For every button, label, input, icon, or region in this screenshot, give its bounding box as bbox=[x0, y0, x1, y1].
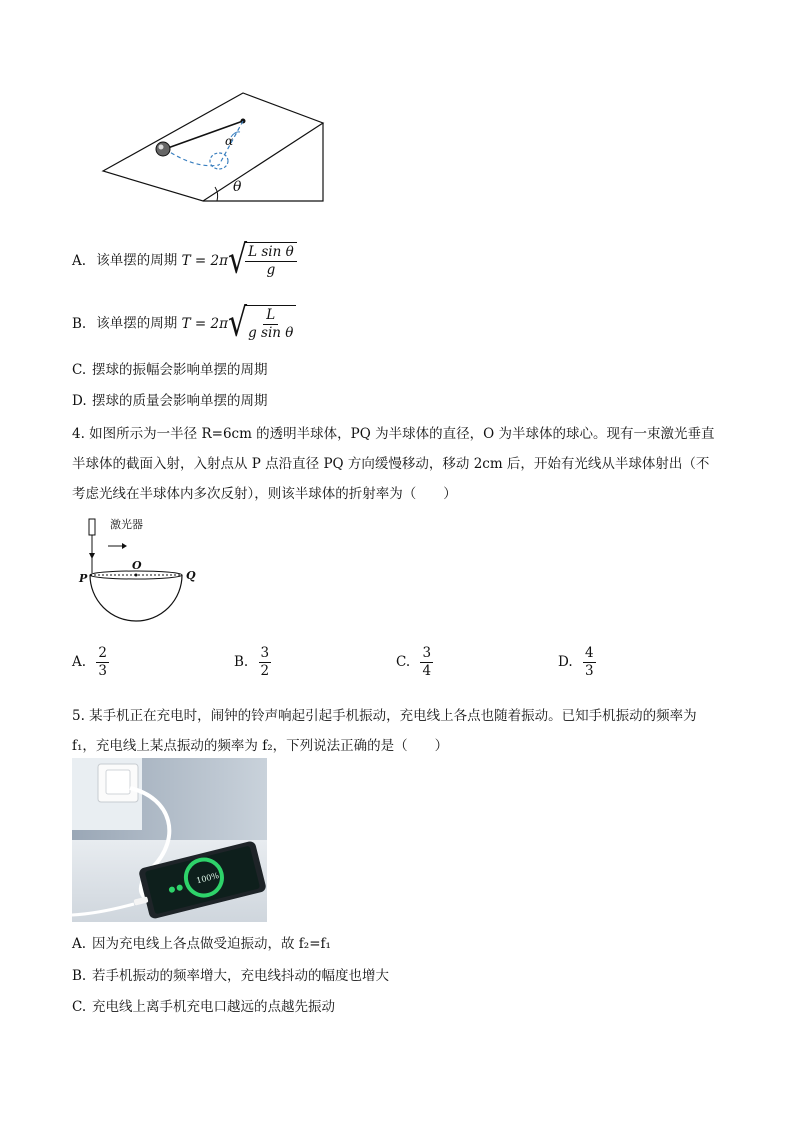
laser-label: 激光器 bbox=[110, 518, 143, 531]
q4-option-a[interactable] bbox=[72, 645, 109, 680]
q5-option-a[interactable] bbox=[72, 932, 331, 952]
phone-battery-text: 100% bbox=[195, 871, 220, 886]
option-label: B. bbox=[72, 968, 87, 984]
option-label: D. bbox=[558, 654, 573, 670]
period-formula: T = 2π √ L g sin θ bbox=[182, 305, 297, 342]
option-label: A. bbox=[72, 654, 87, 670]
alpha-label: α bbox=[225, 134, 234, 148]
q5-option-c[interactable] bbox=[72, 995, 335, 1015]
option-fraction: $\frac{3}{2}$ bbox=[260, 645, 270, 679]
q5-stem-line2: f₁，充电线上某点振动的频率为 f₂，下列说法正确的是（ ） bbox=[72, 738, 449, 754]
option-text: 该单摆的周期 bbox=[96, 315, 178, 332]
q4-option-b[interactable] bbox=[234, 645, 271, 680]
q4-option-d[interactable] bbox=[558, 645, 596, 680]
option-label: B. bbox=[72, 315, 87, 332]
option-fraction: $\frac{4}{3}$ bbox=[584, 645, 594, 679]
label-p: P bbox=[79, 572, 88, 585]
q3-option-d[interactable] bbox=[72, 389, 268, 409]
incline-pendulum-figure bbox=[95, 85, 335, 210]
q4-stem-line1: 4. 如图所示为一半径 R=6cm 的透明半球体，PQ 为半球体的直径，O 为半球体的球心。现有一束激光垂直 bbox=[72, 426, 715, 442]
option-fraction: $\frac{3}{4}$ bbox=[422, 645, 432, 679]
option-fraction: $\frac{2}{3}$ bbox=[98, 645, 107, 679]
option-text: 摆球的质量会影响单摆的周期 bbox=[92, 393, 268, 409]
option-label: D. bbox=[72, 393, 87, 409]
charging-phone-photo bbox=[72, 758, 267, 922]
theta-label: θ bbox=[233, 179, 242, 195]
option-text: 若手机振动的频率增大，充电线抖动的幅度也增大 bbox=[92, 968, 389, 984]
option-label: C. bbox=[396, 654, 411, 670]
option-label: B. bbox=[234, 654, 249, 670]
option-label: A. bbox=[72, 936, 87, 952]
q3-option-b[interactable] bbox=[72, 300, 296, 346]
hemisphere-figure bbox=[76, 515, 206, 630]
option-label: C. bbox=[72, 999, 87, 1015]
option-text: 因为充电线上各点做受迫振动，故 f₂=f₁ bbox=[92, 936, 331, 952]
label-q: Q bbox=[186, 569, 196, 582]
option-label: A. bbox=[72, 252, 87, 269]
q3-option-a[interactable] bbox=[72, 237, 297, 283]
option-text: 充电线上离手机充电口越远的点越先振动 bbox=[92, 999, 335, 1015]
q3-option-c[interactable] bbox=[72, 358, 268, 378]
q5-stem-line1: 5. 某手机正在充电时，闹钟的铃声响起引起手机振动，充电线上各点也随着振动。已知手机振动的频率为 bbox=[72, 708, 697, 724]
q4-stem-line2: 半球体的截面入射，入射点从 P 点沿直径 PQ 方向缓慢移动，移动 2cm 后，开始有光线从半球体射出（不 bbox=[72, 456, 710, 472]
option-label: C. bbox=[72, 362, 87, 378]
q4-stem-line3: 考虑光线在半球体内多次反射），则该半球体的折射率为（ ） bbox=[72, 486, 457, 502]
period-formula: T = 2π √ L sin θ g bbox=[182, 242, 297, 279]
option-text: 该单摆的周期 bbox=[96, 252, 178, 269]
q4-option-c[interactable] bbox=[396, 645, 433, 680]
q5-option-b[interactable] bbox=[72, 964, 389, 984]
label-o: O bbox=[132, 559, 142, 572]
option-text: 摆球的振幅会影响单摆的周期 bbox=[92, 362, 268, 378]
